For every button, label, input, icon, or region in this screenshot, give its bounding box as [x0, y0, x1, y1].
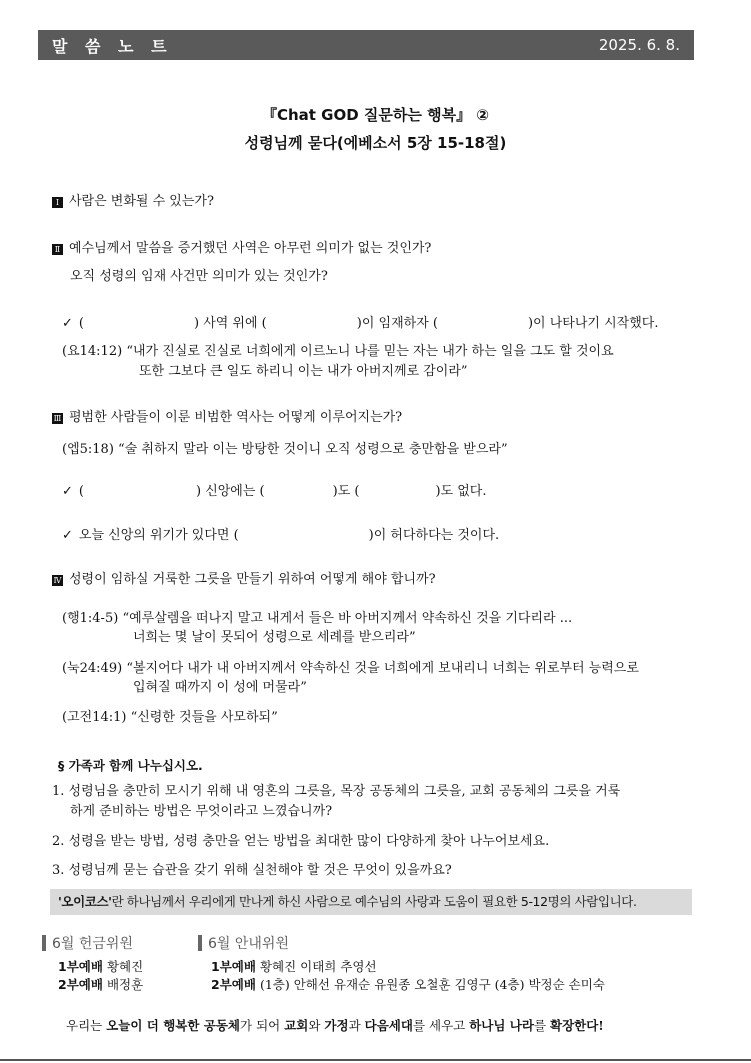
vision-emphasis: 교회 [284, 1018, 309, 1033]
section-3-fill-blank-1 [62, 483, 486, 501]
roman-numeral-1: Ⅰ [52, 197, 63, 208]
section-1-question [52, 193, 214, 211]
verse-reference: (행1:4-5) [62, 611, 119, 626]
blank-text: )도 없다. [435, 484, 487, 499]
family-item-1: 1. 성령님을 충만히 모시기 위해 내 영혼의 그릇을, 목장 공동체의 그릇을, 교회 공동체의 그릇을 거룩 [52, 784, 621, 799]
section-1-text: 사람은 변화될 수 있는가? [69, 194, 214, 209]
checkmark-icon: ✓ [62, 484, 73, 499]
section-3-verse [62, 441, 508, 459]
section-3-fill-blank-2 [62, 527, 499, 545]
member-names: (1층) 안해선 유재순 유원종 오철훈 김영구 (4층) 박정순 손미숙 [259, 977, 605, 992]
section-2-question-2: 오직 성령의 임재 사건만 의미가 있는 것인가? [70, 269, 328, 284]
verse-text: “신령한 것들을 사모하되” [130, 710, 278, 725]
section-4-text: 성령이 임하실 거룩한 그릇을 만들기 위하여 어떻게 해야 합니까? [69, 572, 436, 587]
vision-emphasis: 다음세대 [364, 1018, 413, 1033]
family-item-1-cont: 하게 준비하는 방법은 무엇이라고 느꼈습니까? [70, 804, 333, 819]
usher-service-1 [211, 957, 377, 975]
blank-text: 오늘 신앙의 위기가 있다면 ( [78, 528, 239, 543]
section-4-verse-1-cont: 너희는 몇 날이 못되어 성령으로 세례를 받으리라” [133, 630, 416, 645]
section-2-fill-blank [62, 315, 658, 333]
verse-text: “볼지어다 내가 내 아버지께서 약속하신 것을 너희에게 보내리니 너희는 위로부터 능력으로 [126, 661, 639, 676]
service-label: 1부예배 [211, 959, 256, 974]
header-date: 2025. 6. 8. [598, 36, 680, 54]
section-2-question [52, 240, 431, 258]
member-names: 배정훈 [106, 977, 144, 992]
blank-text: )이 나타나기 시작했다. [527, 316, 659, 331]
blank-text: )이 허다하다는 것이다. [368, 528, 500, 543]
offering-service-1 [58, 957, 143, 975]
family-item-2: 2. 성령을 받는 방법, 성령 충만을 얻는 방법을 최대한 많이 다양하게 찾아 나누어보세요. [52, 834, 550, 849]
header-bar [38, 30, 694, 60]
offering-service-2 [58, 975, 143, 993]
section-3-text: 평범한 사람들이 이룬 비범한 역사는 어떻게 이루어지는가? [69, 410, 403, 425]
heading-bar [198, 935, 202, 951]
vision-text: 와 [308, 1018, 325, 1033]
oikos-banner [50, 889, 692, 915]
vision-text: 를 [533, 1018, 550, 1033]
blank-text: ( [78, 484, 84, 499]
checkmark-icon: ✓ [62, 316, 73, 331]
section-3-question [52, 409, 402, 427]
section-4-verse-2 [62, 660, 639, 678]
vision-statement [66, 1016, 604, 1034]
verse-reference: (고전14:1) [62, 710, 127, 725]
member-names: 황혜진 [106, 959, 144, 974]
usher-heading-text: 6월 안내위원 [208, 936, 289, 952]
section-4-verse-3 [62, 709, 278, 727]
usher-committee-heading [198, 933, 289, 953]
sermon-title-line1: 『Chat GOD 질문하는 행복』 ② [261, 106, 490, 124]
service-label: 2부예배 [211, 977, 256, 992]
service-label: 2부예배 [58, 977, 103, 992]
blank-text: ( [78, 316, 84, 331]
vision-text: 우리는 [66, 1018, 107, 1033]
verse-reference: (요14:12) [62, 344, 123, 359]
service-label: 1부예배 [58, 959, 103, 974]
roman-numeral-2: Ⅱ [52, 244, 63, 255]
vision-emphasis: 확장한다! [550, 1018, 604, 1033]
verse-reference: (눅24:49) [62, 661, 123, 676]
section-2-verse-cont: 또한 그보다 큰 일도 하리니 이는 내가 아버지께로 감이라” [139, 364, 468, 379]
usher-service-2 [211, 975, 605, 993]
vision-emphasis: 하나님 나라 [469, 1018, 534, 1033]
section-2-verse [62, 343, 614, 361]
vision-emphasis: 오늘이 더 행복한 공동체 [106, 1018, 241, 1033]
verse-text: “술 취하지 말라 이는 방탕한 것이니 오직 성령으로 충만함을 받으라” [118, 442, 508, 457]
section-4-verse-1 [62, 610, 572, 628]
checkmark-icon: ✓ [62, 528, 73, 543]
roman-numeral-3: Ⅲ [53, 414, 62, 423]
vision-emphasis: 가정 [324, 1018, 349, 1033]
section-4-verse-2-cont: 입혀질 때까지 이 성에 머물라” [133, 680, 307, 695]
oikos-term: '오이코스' [58, 894, 112, 909]
verse-reference: (엡5:18) [62, 442, 114, 457]
vision-text: 가 되어 [240, 1018, 285, 1033]
header-title: 말 씀 노 트 [52, 36, 173, 56]
verse-text: “예루살렘을 떠나지 말고 내게서 들은 바 아버지께서 약속하신 것을 기다리라 ... [122, 611, 573, 626]
blank-text: ) 사역 위에 ( [193, 316, 267, 331]
blank-text: ) 신앙에는 ( [195, 484, 265, 499]
family-heading: § 가족과 함께 나누십시오. [58, 758, 203, 773]
vision-text: 를 세우고 [412, 1018, 470, 1033]
family-item-3: 3. 성령님께 묻는 습관을 갖기 위해 실천해야 할 것은 무엇이 있을까요? [52, 863, 452, 878]
verse-text: “내가 진실로 진실로 너희에게 이르노니 나를 믿는 자는 내가 하는 일을 그도 할 것이요 [126, 344, 614, 359]
offering-committee-heading [42, 933, 133, 953]
blank-text: )이 임재하자 ( [356, 316, 438, 331]
bottom-divider [0, 1059, 751, 1061]
section-2-text-1: 예수님께서 말씀을 증거했던 사역은 아무런 의미가 없는 것인가? [69, 241, 432, 256]
member-names: 황혜진 이태희 추영선 [259, 959, 377, 974]
heading-bar [42, 935, 46, 951]
oikos-text: 란 하나님께서 우리에게 만나게 하신 사람으로 예수님의 사랑과 도움이 필요한 5-12명의 사람입니다. [111, 894, 637, 909]
section-4-question [52, 571, 436, 589]
vision-text: 과 [348, 1018, 365, 1033]
sermon-title-line2: 성령님께 묻다(에베소서 5장 15-18절) [244, 134, 507, 152]
roman-numeral-4: Ⅳ [53, 576, 62, 585]
blank-text: )도 ( [332, 484, 360, 499]
offering-heading-text: 6월 헌금위원 [52, 936, 133, 952]
